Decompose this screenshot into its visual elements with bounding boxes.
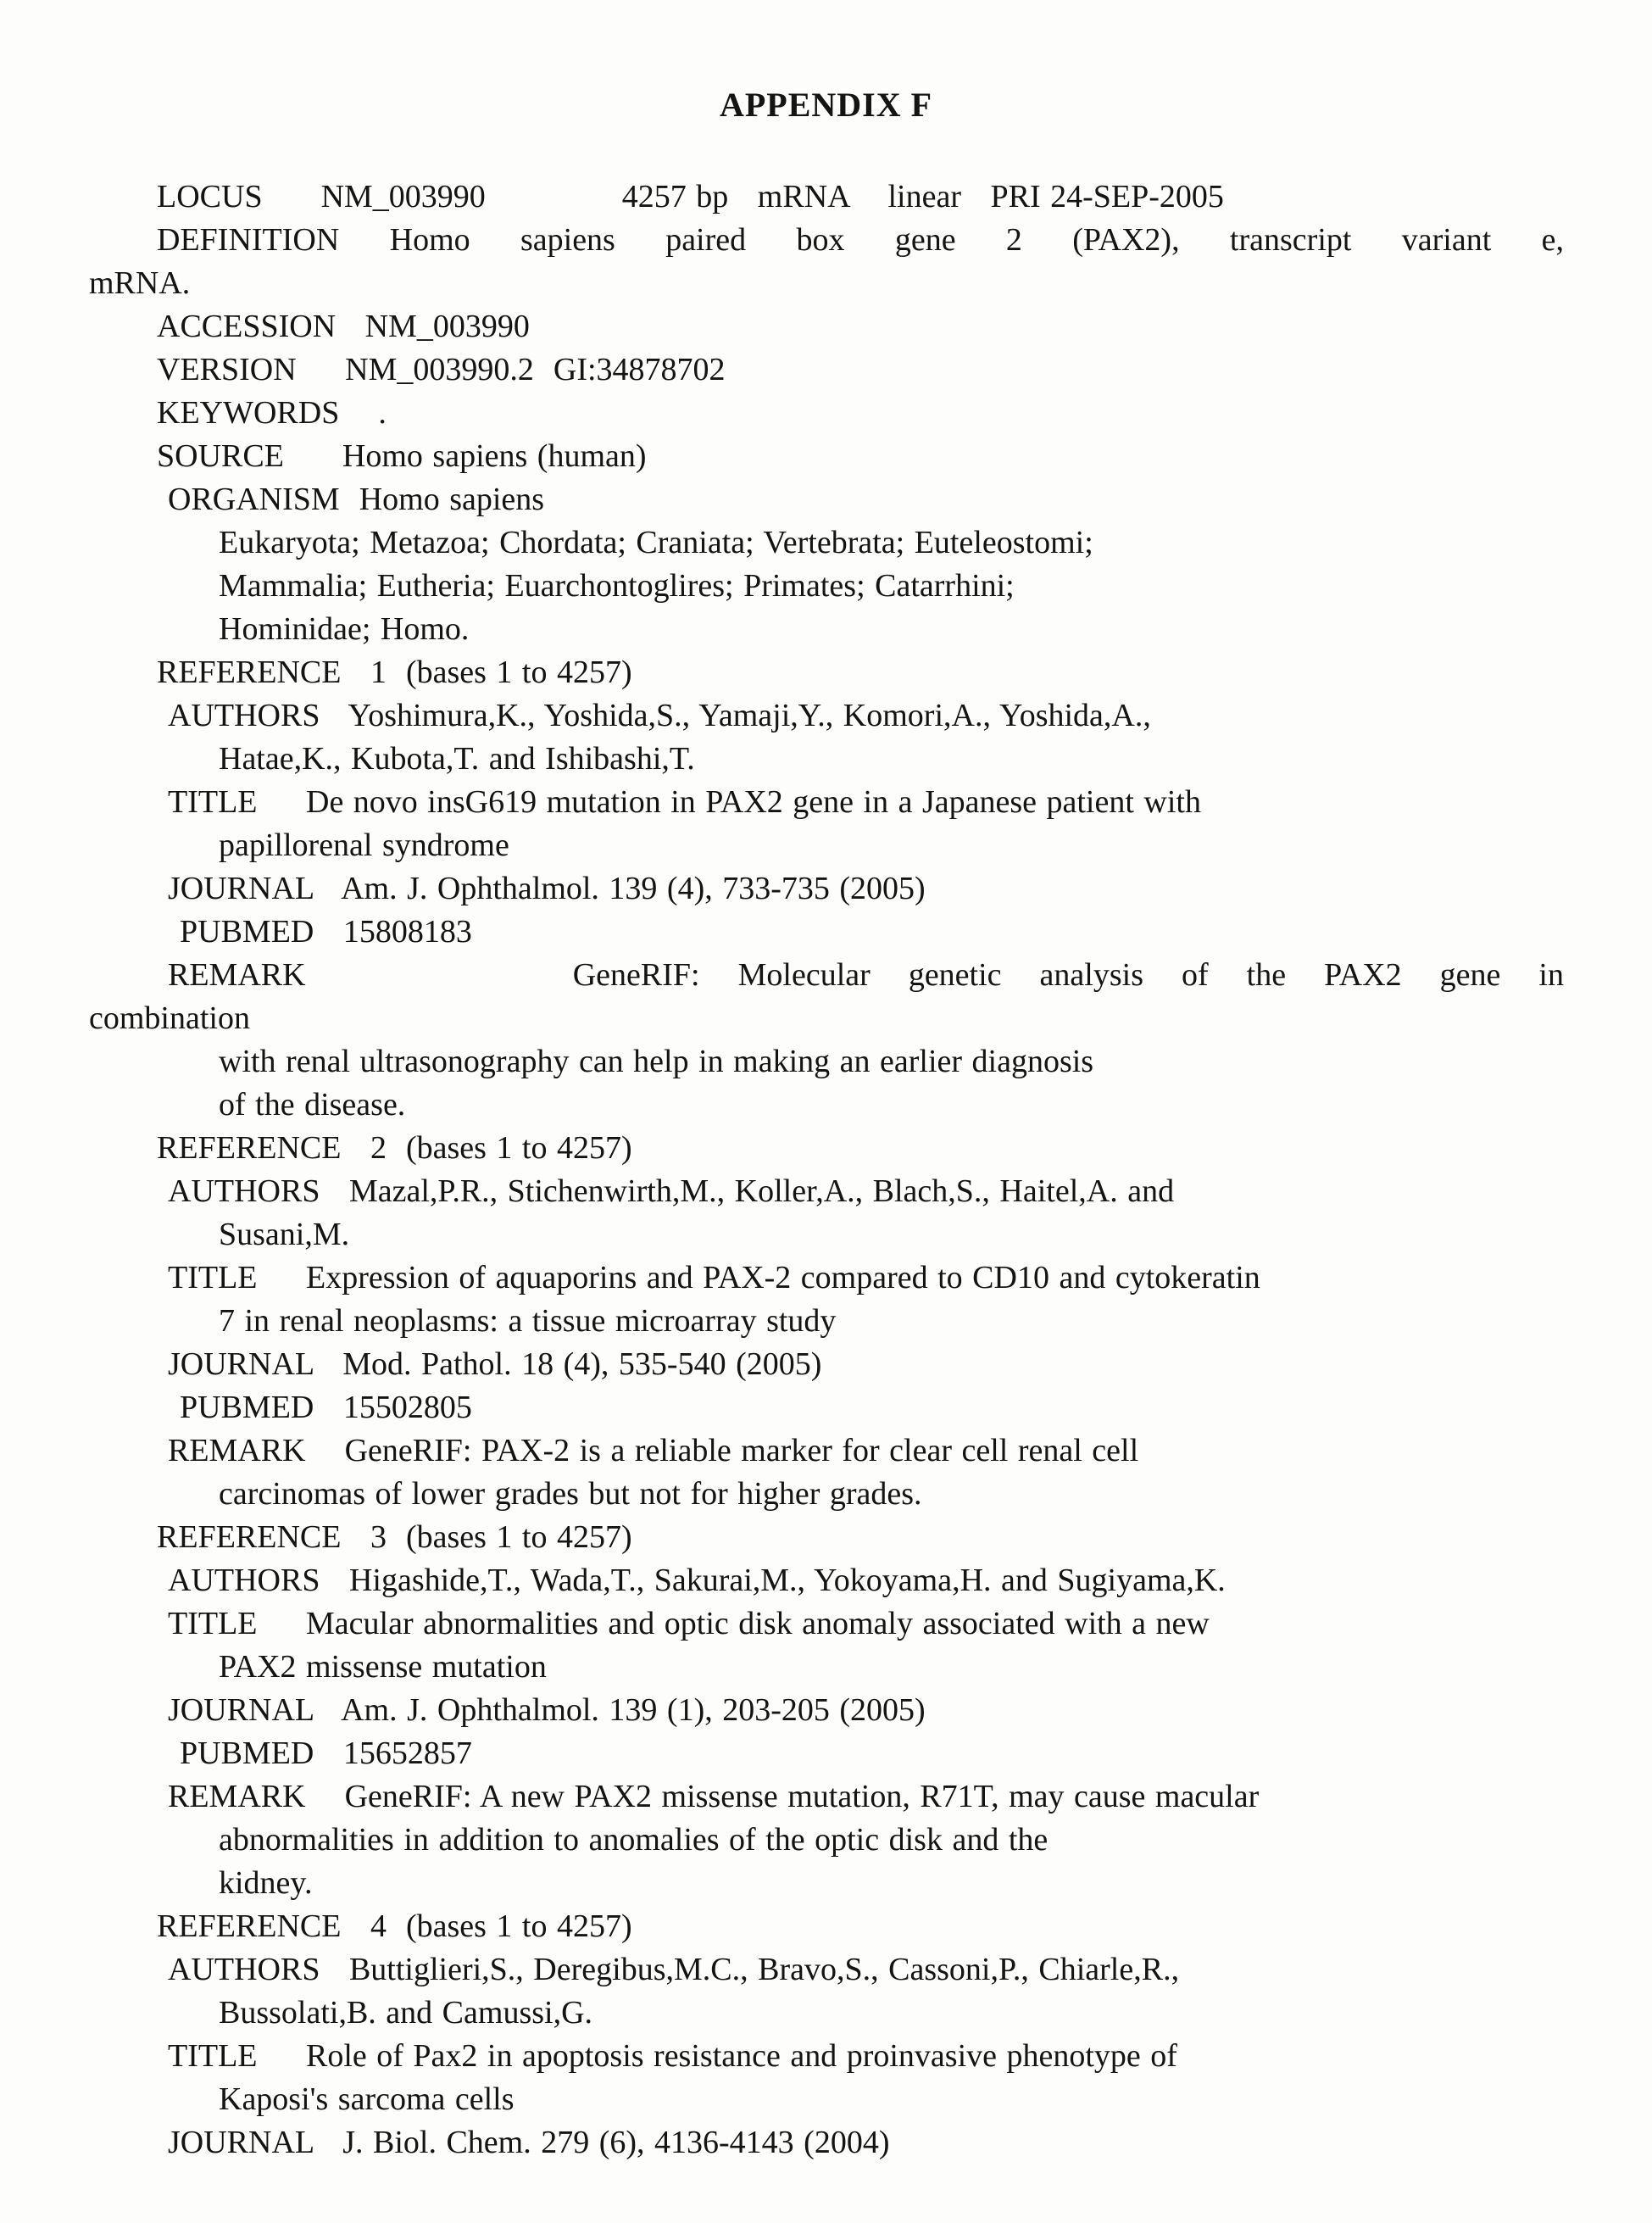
definition-line: DEFINITION Homo sapiens paired box gene 2 (PAX2), transcript variant e,	[157, 222, 1564, 258]
title-line: TITLE De novo insG619 mutation in PAX2 gene in a Japanese patient with	[168, 784, 1201, 820]
journal-line: JOURNAL J. Biol. Chem. 279 (6), 4136-4143 (2004)	[168, 2125, 890, 2160]
appendix-title: APPENDIX F	[719, 86, 933, 124]
authors-line: AUTHORS Yoshimura,K., Yoshida,S., Yamaji,Y., Komori,A., Yoshida,A.,	[168, 698, 1151, 733]
version-line: VERSION NM_003990.2 GI:34878702	[157, 352, 726, 387]
pubmed-line: PUBMED 15652857	[180, 1736, 472, 1771]
authors-line: AUTHORS Mazal,P.R., Stichenwirth,M., Koller,A., Blach,S., Haitel,A. and	[168, 1173, 1175, 1209]
title-line: TITLE Macular abnormalities and optic disk anomaly associated with a new	[168, 1606, 1210, 1641]
pubmed-line: PUBMED 15808183	[180, 914, 472, 950]
title-wrap-line: Kaposi's sarcoma cells	[219, 2081, 515, 2117]
title-wrap-line: PAX2 missense mutation	[219, 1649, 547, 1685]
taxonomy-line: Mammalia; Eutheria; Euarchontoglires; Primates; Catarrhini;	[219, 568, 1015, 604]
remark-wrap-line: kidney.	[219, 1865, 313, 1901]
remark-wrap-line: of the disease.	[219, 1087, 406, 1123]
authors-wrap-line: Bussolati,B. and Camussi,G.	[219, 1995, 593, 2031]
title-line: TITLE Role of Pax2 in apoptosis resistance and proinvasive phenotype of	[168, 2038, 1177, 2074]
definition-wrap-line: mRNA.	[89, 265, 191, 301]
remark-line: REMARK GeneRIF: PAX-2 is a reliable marker for clear cell renal cell	[168, 1433, 1139, 1468]
remark-line: REMARK GeneRIF: A new PAX2 missense mutation, R71T, may cause macular	[168, 1779, 1260, 1814]
locus-line: LOCUS NM_003990 4257 bp mRNA linear PRI 24-SEP-2005	[157, 179, 1224, 214]
remark-wrap-line: with renal ultrasonography can help in making an earlier diagnosis	[219, 1044, 1094, 1079]
pubmed-line: PUBMED 15502805	[180, 1390, 472, 1425]
taxonomy-line: Hominidae; Homo.	[219, 611, 470, 647]
keywords-line: KEYWORDS .	[157, 395, 387, 431]
journal-line: JOURNAL Am. J. Ophthalmol. 139 (1), 203-205 (2005)	[168, 1692, 926, 1728]
genbank-record	[0, 176, 1652, 2164]
remark-wrap-line: abnormalities in addition to anomalies of the optic disk and the	[219, 1822, 1048, 1858]
taxonomy-line: Eukaryota; Metazoa; Chordata; Craniata; Vertebrata; Euteleostomi;	[219, 525, 1093, 560]
authors-line: AUTHORS Buttiglieri,S., Deregibus,M.C., Bravo,S., Cassoni,P., Chiarle,R.,	[168, 1952, 1180, 1987]
title-wrap-line: papillorenal syndrome	[219, 827, 509, 863]
reference-2-line: REFERENCE 2 (bases 1 to 4257)	[157, 1130, 632, 1166]
authors-wrap-line: Hatae,K., Kubota,T. and Ishibashi,T.	[219, 741, 695, 777]
authors-line: AUTHORS Higashide,T., Wada,T., Sakurai,M., Yokoyama,H. and Sugiyama,K.	[168, 1563, 1226, 1598]
organism-line: ORGANISM Homo sapiens	[168, 482, 545, 517]
remark-wrap-line: combination	[89, 1000, 250, 1036]
source-line: SOURCE Homo sapiens (human)	[157, 438, 647, 474]
title-wrap-line: 7 in renal neoplasms: a tissue microarray study	[219, 1303, 837, 1339]
title-line: TITLE Expression of aquaporins and PAX-2 compared to CD10 and cytokeratin	[168, 1260, 1260, 1295]
accession-line: ACCESSION NM_003990	[157, 309, 530, 344]
reference-3-line: REFERENCE 3 (bases 1 to 4257)	[157, 1519, 632, 1555]
journal-line: JOURNAL Mod. Pathol. 18 (4), 535-540 (2005)	[168, 1346, 822, 1382]
reference-1-line: REFERENCE 1 (bases 1 to 4257)	[157, 655, 632, 690]
remark-wrap-line: carcinomas of lower grades but not for higher grades.	[219, 1476, 922, 1512]
reference-4-line: REFERENCE 4 (bases 1 to 4257)	[157, 1908, 632, 1944]
authors-wrap-line: Susani,M.	[219, 1217, 350, 1252]
journal-line: JOURNAL Am. J. Ophthalmol. 139 (4), 733-735 (2005)	[168, 871, 926, 906]
remark-line: REMARK GeneRIF: Molecular genetic analysis of the PAX2 gene in	[168, 957, 1564, 993]
